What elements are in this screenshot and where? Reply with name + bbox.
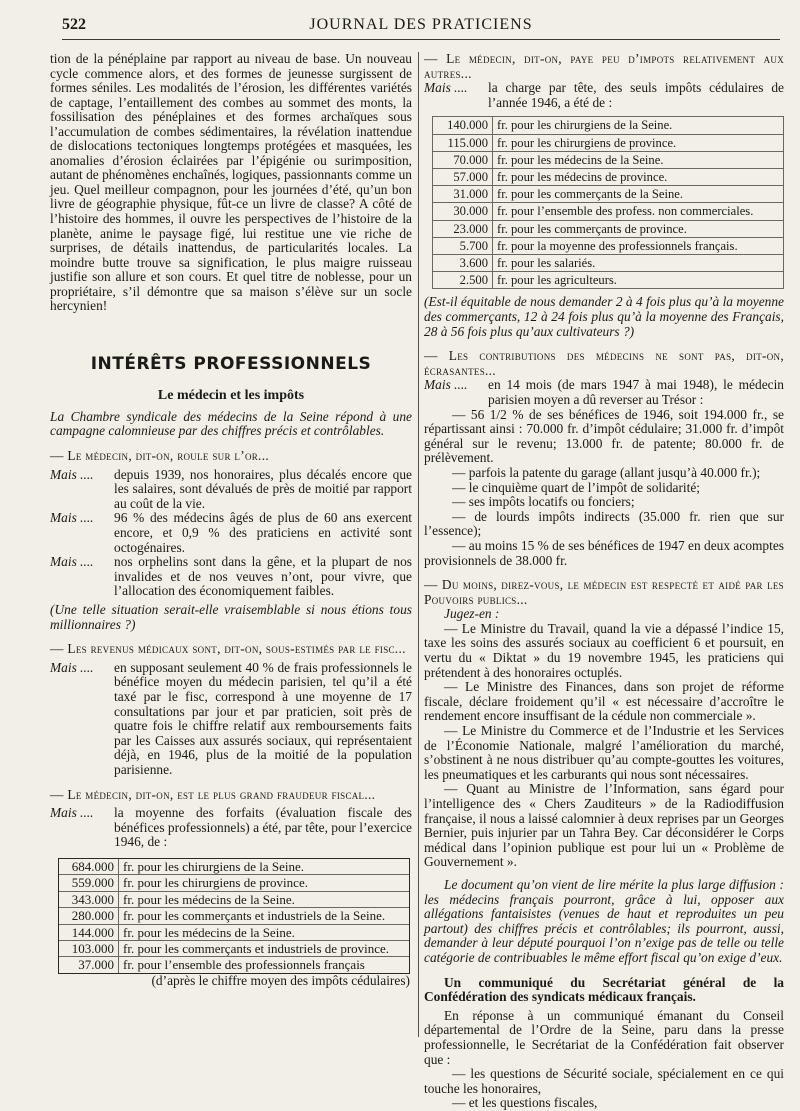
table-row: 5.700 fr. pour la moyenne des professionnels français. [432, 237, 784, 254]
list-item [50, 661, 412, 778]
intro-paragraph: tion de la pénéplaine par rapport au niveau de base. Un nouveau cycle commence alors, et des formes de jeunesse surgissent de formes séniles. Les modalités de l’érosion, les différentes variétés de captage, l’entaillement des combes au sommet des monts, la fossilisation des pénéplaines et des formes archaïques sous l’accumulation de combes sédimentaires, la révélation inattendue de dislocations tectoniques longtemps protégées et masquées, les anomalies d’érosion éclairées par l’épigénie ou surimposition, autant de phénomènes enchaînés, logiques, passionnants comme un jeu. Quel meilleur compagnon, pour les journées d’été, qu’un bon livre de géographie physique, fût-ce un livre de classe? A côté de l’histoire des hommes, il ouvre les perspectives de l’histoire de la planète, anime le paysage figé, lui restitue une vie riche de surprises, de détails inattendus, de particularités locales. La moindre butte trouve sa signification, le plus maigre ruisseau justifie son allure et son cours. Et quel titre de noblesse, pour un propriétaire, s’il démontre que sa maison s’élève sur un socle hercynien! [50, 51, 412, 314]
list-item [50, 555, 412, 599]
list-item [50, 806, 412, 850]
table-row: 70.000 fr. pour les médecins de la Seine. [432, 151, 784, 168]
table-row: 31.000 fr. pour les commerçants de la Seine. [432, 185, 784, 202]
list-item: — le cinquième quart de l’impôt de solidarité; [452, 479, 701, 495]
table-row: 103.000 fr. pour les commerçants et industriels de province. [59, 941, 409, 957]
journal-title: JOURNAL DES PRATICIENS [309, 16, 533, 33]
table-row: 280.000 fr. pour les commerçants et industriels de la Seine. [59, 908, 409, 924]
article-lead: La Chambre syndicale des médecins de la Seine répond à une campagne calomnieuse par des chiffres précis et contrôlables. [50, 408, 412, 439]
table-row: 30.000 fr. pour l’ensemble des profess. non commerciales. [432, 202, 784, 219]
right-column [424, 52, 784, 1111]
impots-table [432, 116, 784, 289]
page-header [62, 12, 780, 40]
table-note: (d’après le chiffre moyen des impôts cédulaires) [151, 972, 410, 988]
table-row: 559.000 fr. pour les chirurgiens de province. [59, 875, 409, 891]
list-item: — les questions de Sécurité sociale, spécialement en ce qui touche les honoraires, [424, 1066, 784, 1096]
communique-title: Un communiqué du Secrétariat général de la Confédération des syndicats médicaux français. [424, 974, 784, 1005]
heading-respecte: — Du moins, direz-vous, le médecin est respecté et aidé par les Pouvoirs publics... [424, 577, 784, 607]
heading-contributions: — Les contributions des médecins ne sont pas, dit-on, écrasantes... [424, 348, 784, 378]
table-row: 2.500 fr. pour les agriculteurs. [432, 271, 784, 289]
table-row: 144.000 fr. pour les médecins de la Seine. [59, 925, 409, 941]
paragraph: — Quant au Ministre de l’Information, sans égard pour l’intelligence des « Chers Zauditeurs » de la Radiodiffusion française, il nous a laissé calomnier à deux reprises par un Georges Bernier, puis injurier par un Tahra Bey. Car déconsidérer le Corps médical dans l’opinion publique est pour lui un « Problème de Gouvernement ». [424, 781, 784, 870]
table-row: 343.000 fr. pour les médecins de la Seine. [59, 892, 409, 908]
table-row: 684.000 fr. pour les chirurgiens de la Seine. [59, 859, 409, 875]
list-item: — parfois la patente du garage (allant jusqu’à 40.000 fr.); [452, 464, 761, 480]
item-text: depuis 1939, nos honoraires, plus décalés encore que les salaires, sont dévalués de près de moitié par rapport au coût de la vie. [114, 466, 412, 511]
list-item: — au moins 15 % de ses bénéfices de 1947 en deux acomptes provisionnels de 38.000 fr. [424, 537, 784, 568]
mais-label: Mais .... [50, 510, 94, 526]
table-row: 37.000 fr. pour l’ensemble des professionnels français [59, 957, 409, 972]
paragraph: — Le Ministre du Travail, quand la vie a dépassé l’indice 15, taxe les soins des assurés sociaux au coefficient 6 et poursuit, en vertu du « Diktat » du 19 novembre 1945, les praticiens qui prétendent à des honoraires octuplés. [424, 620, 784, 680]
heading-roule-sur-lor: — Le médecin, dit-on, roule sur l’or... [50, 448, 270, 464]
item-text: la moyenne des forfaits (évaluation fiscale des bénéfices professionnels) a été, par tête, pour l’exercice 1946, de : [114, 805, 412, 850]
item-text: en supposant seulement 40 % de frais professionnels le bénéfice moyen du médecin parisien, tel qu’il a été taxé par le fisc, correspond à une moyenne de 17 consultations par jour et par praticien, soit près de quatre fois le chiffre relatif aux remboursements faits par les Caisses aux assurés sociaux, qui représentaient déjà, en 1946, plus de la moitié de la population parisienne. [114, 659, 412, 777]
item-text: en 14 mois (de mars 1947 à mai 1948), le médecin parisien moyen a dû reverser au Trésor : [488, 377, 784, 407]
paragraph: — Le Ministre des Finances, dans son projet de réforme fiscale, déclare froidement qu’il « est nécessaire d’accroître le rendement encore insuffisant de la cédule non commerciale ». [424, 679, 784, 724]
jugez-en: Jugez-en : [444, 606, 500, 622]
left-column [50, 52, 412, 988]
list-item: — ses impôts locatifs ou fonciers; [452, 494, 635, 510]
mais-label: Mais .... [424, 80, 468, 96]
article-title: Le médecin et les impôts [157, 387, 305, 403]
list-item [50, 468, 412, 512]
page-number: 522 [62, 16, 86, 33]
list-item: — 56 1/2 % de ses bénéfices de 1946, soit 194.000 fr., se répartissant ainsi : 70.000 fr. d’impôt cédulaire; 31.000 fr. d’impôt général sur le revenu; 13.000 fr. de patente; 80.000 fr. de prélèvement. [424, 406, 784, 466]
list-item [424, 81, 784, 110]
section-title: INTÉRÊTS PROFESSIONNELS [90, 353, 372, 374]
column-divider [418, 52, 419, 1037]
table-row: 115.000 fr. pour les chirurgiens de province. [432, 134, 784, 151]
mais-label: Mais .... [50, 466, 94, 482]
list-item [424, 378, 784, 407]
item-text: la charge par tête, des seuls impôts cédulaires de l’année 1946, a été de : [488, 80, 784, 110]
closing-note: Le document qu’on vient de lire mérite la plus large diffusion : les médecins français pourront, grâce à lui, opposer aux allégations fantaisistes (venues de haut et reproduites un peu partout) des chiffres précis et contrôlables; ils pourront, aussi, demander à leur député pourquoi l’on n’exige pas de telle ou telle catégorie de contribuables le même effort fiscal qu’on exige d’eux. [424, 876, 784, 965]
table-row: 23.000 fr. pour les commerçants de province. [432, 220, 784, 237]
communique-text: En réponse à un communiqué émanant du Conseil départemental de l’Ordre de la Seine, paru dans la presse professionnelle, le Secrétariat de la Confédération fait observer que : [424, 1007, 784, 1067]
mais-label: Mais .... [424, 377, 468, 393]
list-item [50, 511, 412, 555]
table-row: 57.000 fr. pour les médecins de province. [432, 168, 784, 185]
mais-label: Mais .... [50, 659, 94, 675]
table-row: 3.600 fr. pour les salariés. [432, 254, 784, 271]
forfaits-table [58, 858, 410, 974]
heading-paye-peu: — Le médecin, dit-on, paye peu d’impots relativement aux autres... [424, 51, 784, 81]
list-item: — de lourds impôts indirects (35.000 fr. rien que sur l’essence); [424, 508, 784, 539]
mais-label: Mais .... [50, 805, 94, 821]
mais-label: Mais .... [50, 554, 94, 570]
paragraph: — Le Ministre du Commerce et de l’Industrie et les Services de l’Économie Nationale, malgré l’amélioration du marché, s’obstinent à ne nous distribuer qu’au compte-gouttes les voitures, les pneumatiques et les carburants qui nous sont nécessaires. [424, 723, 784, 782]
note-millionnaires: (Une telle situation serait-elle vraisemblable si nous étions tous millionnaires ?) [50, 601, 412, 632]
list-item: — et les questions fiscales, [452, 1095, 598, 1111]
table-row: 140.000 fr. pour les chirurgiens de la Seine. [432, 116, 784, 133]
heading-fraudeur: — Le médecin, dit-on, est le plus grand fraudeur fiscal... [50, 786, 376, 802]
heading-sous-estimes: — Les revenus médicaux sont, dit-on, sous-estimés par le fisc... [50, 641, 406, 657]
table-note: (Est-il équitable de nous demander 2 à 4 fois plus qu’à la moyenne des commerçants, 12 à 24 fois plus qu’à la moyenne des Français, 28 à 56 fois plus qu’aux cultivateurs ?) [424, 294, 784, 339]
item-text: nos orphelins sont dans la gêne, et la plupart de nos invalides et de nos veuves n’ont, pour vivre, que l’allocation des économiquement faibles. [114, 554, 412, 599]
item-text: 96 % des médecins âgés de plus de 60 ans exercent encore, et 0,9 % des praticiens en activité sont octogénaires. [114, 510, 412, 555]
